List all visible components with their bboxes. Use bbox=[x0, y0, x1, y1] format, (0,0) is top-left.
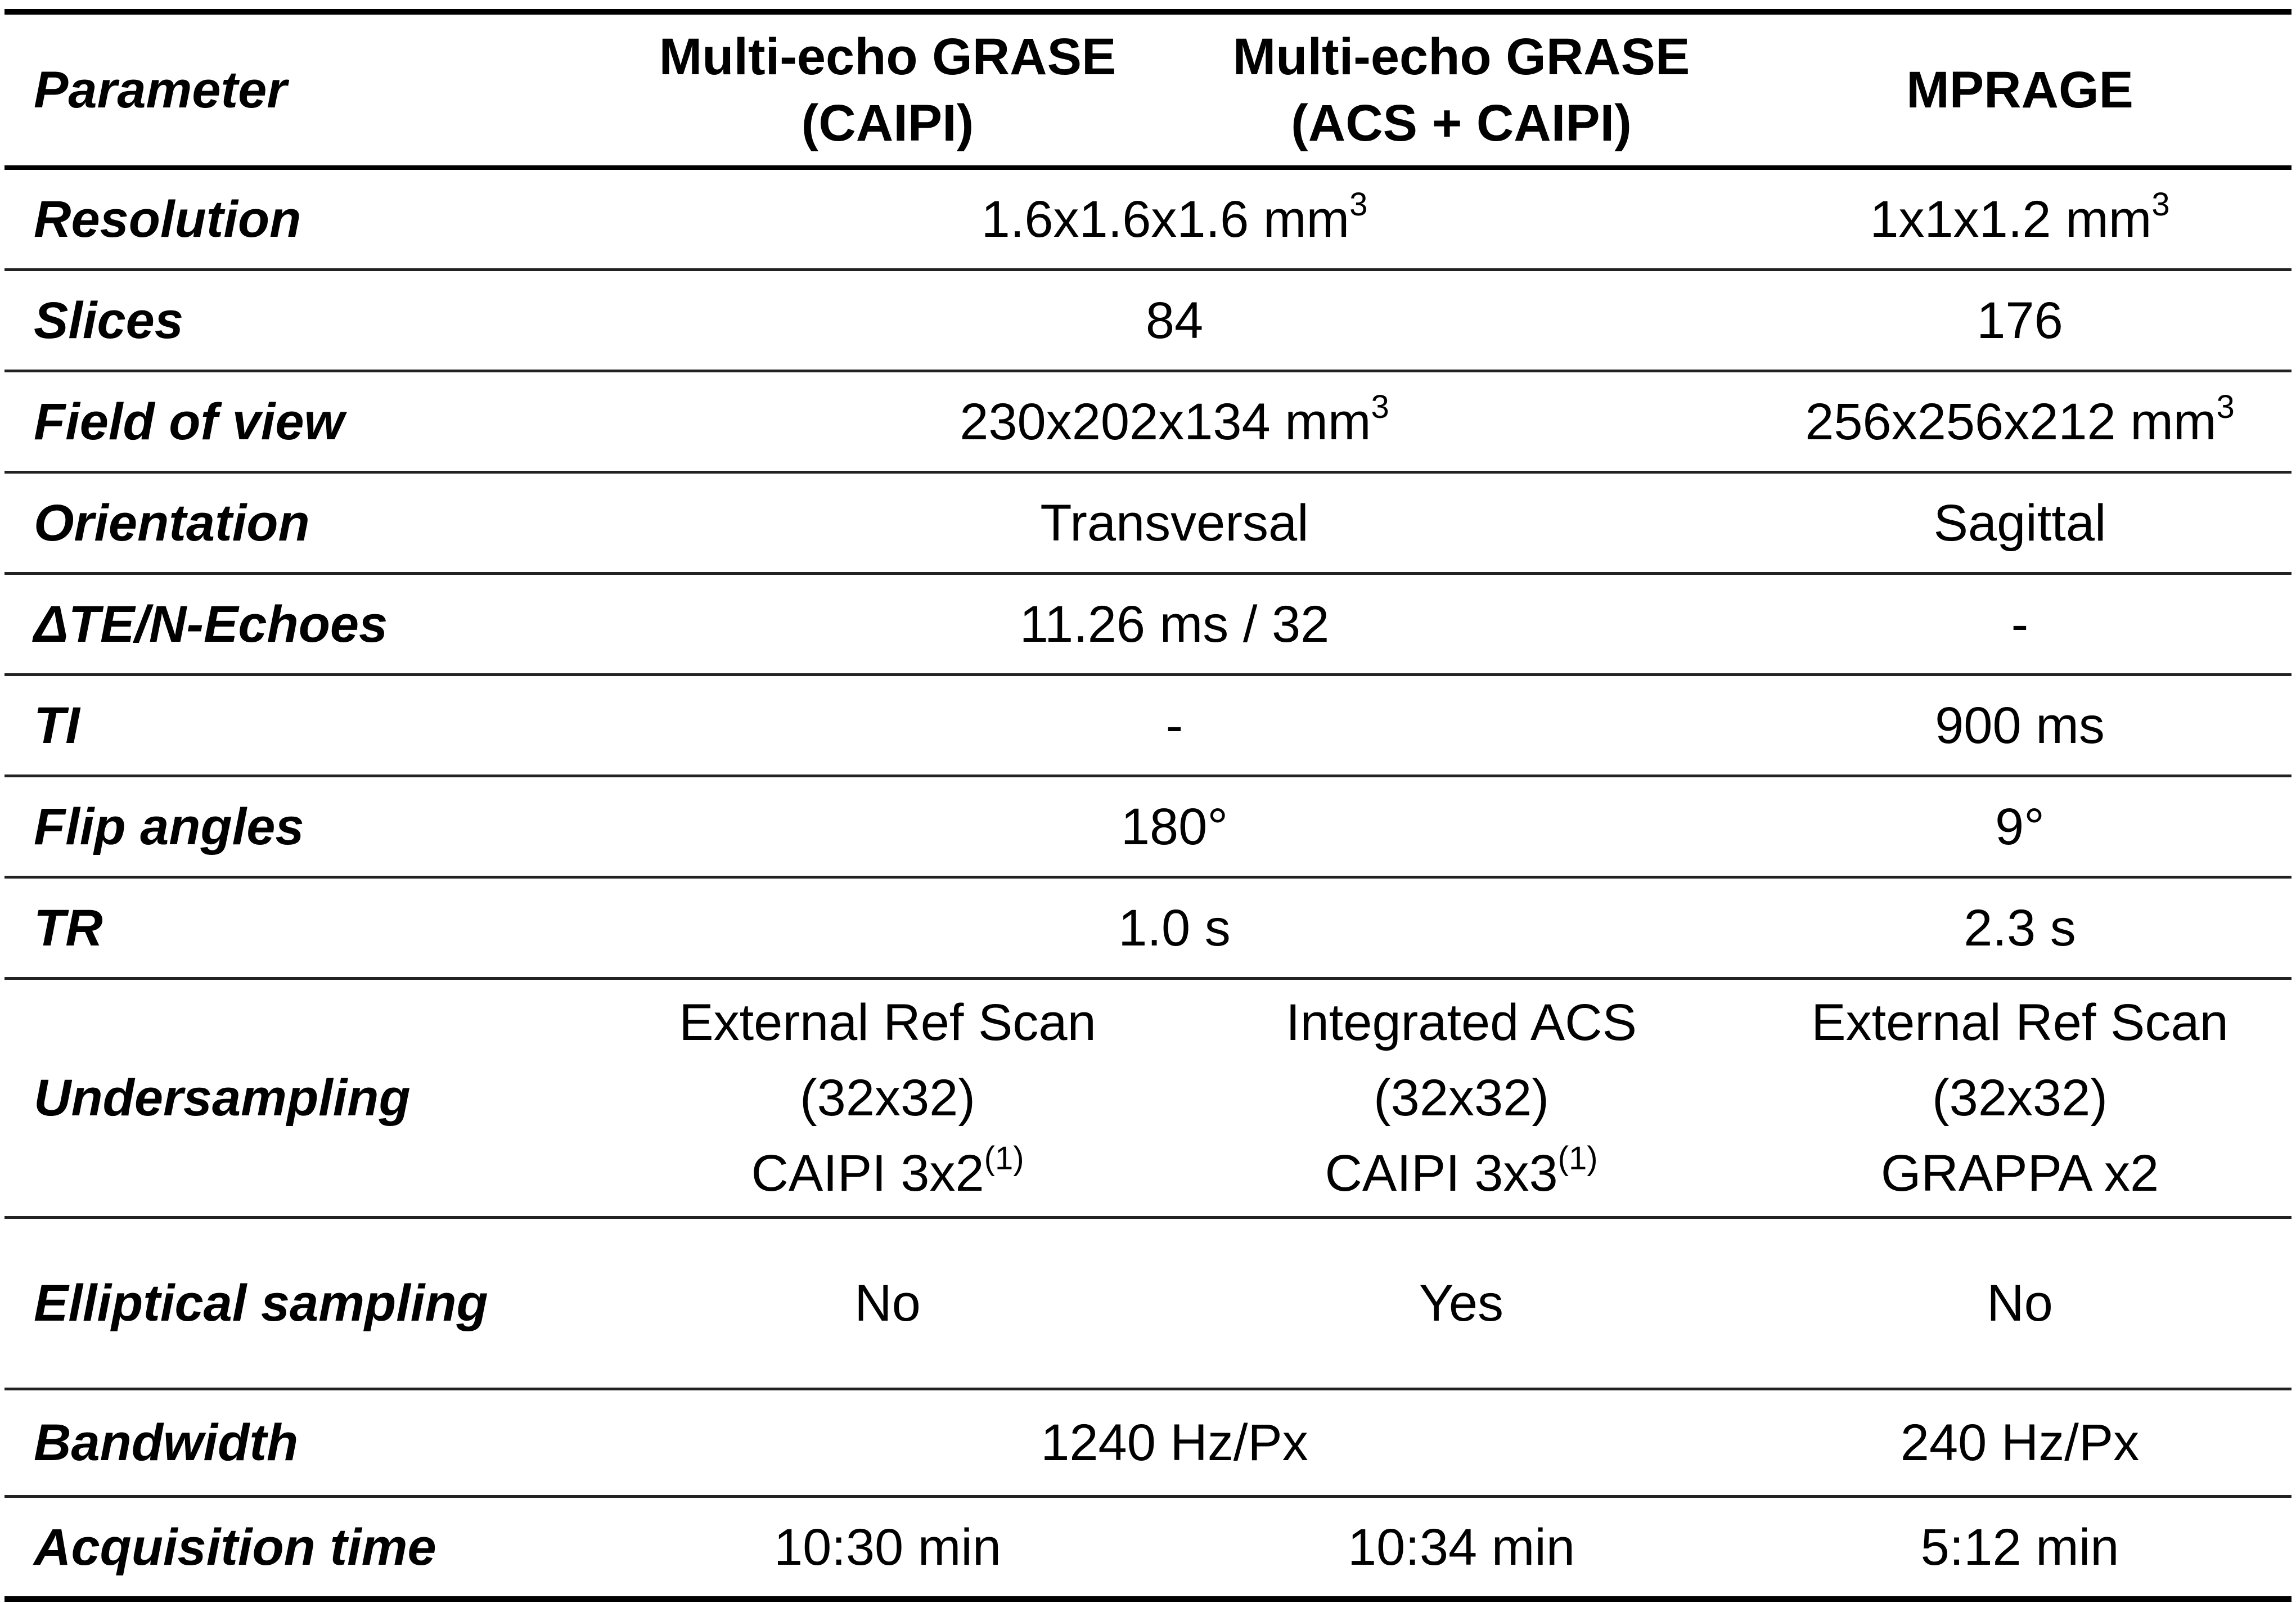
row-label: ΔTE/N-Echoes bbox=[4, 574, 601, 675]
undersampling-c1-line3-wrap bbox=[601, 1136, 1174, 1211]
table-row-flip-angles bbox=[4, 776, 2292, 877]
row-label: Resolution bbox=[4, 168, 601, 270]
table-row-bandwidth bbox=[4, 1389, 2292, 1497]
undersampling-c3-line3: GRAPPA x2 bbox=[1880, 1145, 2159, 1202]
tr-mprage-value: 2.3 s bbox=[1748, 877, 2292, 979]
undersampling-c2-line3-wrap bbox=[1174, 1136, 1748, 1211]
elliptical-c1-value: No bbox=[601, 1218, 1174, 1389]
undersampling-grase-caipi-cell bbox=[601, 979, 1174, 1218]
row-label: Orientation bbox=[4, 472, 601, 574]
undersampling-c1-footnote: (1) bbox=[984, 1140, 1024, 1177]
ti-grase-value: - bbox=[601, 675, 1748, 776]
table-row-elliptical-sampling bbox=[4, 1218, 2292, 1389]
undersampling-c3-line1: External Ref Scan bbox=[1811, 994, 2229, 1051]
elliptical-c3-value: No bbox=[1748, 1218, 2292, 1389]
tr-grase-value: 1.0 s bbox=[601, 877, 1748, 979]
undersampling-c1-line1: External Ref Scan bbox=[679, 994, 1096, 1051]
fov-grase-superscript: 3 bbox=[1371, 388, 1389, 425]
fov-mprage-value: 256x256x212 mm bbox=[1805, 393, 2217, 451]
row-label: Slices bbox=[4, 270, 601, 371]
undersampling-grase-acs-cell bbox=[1174, 979, 1748, 1218]
undersampling-mprage-cell bbox=[1748, 979, 2292, 1218]
resolution-grase-superscript: 3 bbox=[1349, 186, 1368, 223]
row-label: Flip angles bbox=[4, 776, 601, 877]
table-row-acquisition-time bbox=[4, 1497, 2292, 1600]
table-row-te-echoes bbox=[4, 574, 2292, 675]
undersampling-c1-line3: CAIPI 3x2 bbox=[751, 1145, 984, 1202]
undersampling-c2-footnote: (1) bbox=[1557, 1140, 1598, 1177]
row-label: Elliptical sampling bbox=[4, 1218, 601, 1389]
undersampling-c1-line2: (32x32) bbox=[800, 1069, 975, 1127]
slices-grase-value: 84 bbox=[601, 270, 1748, 371]
parameter-table-container bbox=[4, 9, 2292, 1602]
header-grase-caipi bbox=[601, 12, 1174, 168]
table-row-field-of-view bbox=[4, 371, 2292, 472]
undersampling-c2-line1: Integrated ACS bbox=[1286, 994, 1637, 1051]
fov-grase-cell bbox=[601, 371, 1748, 472]
fov-mprage-superscript: 3 bbox=[2216, 388, 2235, 425]
header-mprage: MPRAGE bbox=[1748, 12, 2292, 168]
acq-time-c2-value: 10:34 min bbox=[1174, 1497, 1748, 1600]
resolution-mprage-cell bbox=[1748, 168, 2292, 270]
resolution-mprage-value: 1x1x1.2 mm bbox=[1870, 190, 2152, 248]
resolution-grase-cell bbox=[601, 168, 1748, 270]
header-grase-caipi-line1: Multi-echo GRASE bbox=[659, 28, 1117, 85]
row-label: Field of view bbox=[4, 371, 601, 472]
undersampling-c2-line2: (32x32) bbox=[1374, 1069, 1549, 1127]
parameter-table bbox=[4, 9, 2292, 1602]
flip-mprage-value: 9° bbox=[1748, 776, 2292, 877]
header-grase-acs-caipi-line1: Multi-echo GRASE bbox=[1232, 28, 1690, 85]
row-label: TR bbox=[4, 877, 601, 979]
acq-time-c3-value: 5:12 min bbox=[1748, 1497, 2292, 1600]
row-label: Bandwidth bbox=[4, 1389, 601, 1497]
orientation-grase-value: Transversal bbox=[601, 472, 1748, 574]
table-row-tr bbox=[4, 877, 2292, 979]
te-grase-value: 11.26 ms / 32 bbox=[601, 574, 1748, 675]
flip-grase-value: 180° bbox=[601, 776, 1748, 877]
orientation-mprage-value: Sagittal bbox=[1748, 472, 2292, 574]
bandwidth-mprage-value: 240 Hz/Px bbox=[1748, 1389, 2292, 1497]
row-label: Undersampling bbox=[4, 979, 601, 1218]
table-row-slices bbox=[4, 270, 2292, 371]
undersampling-c3-line2: (32x32) bbox=[1932, 1069, 2108, 1127]
table-row-orientation bbox=[4, 472, 2292, 574]
acq-time-c1-value: 10:30 min bbox=[601, 1497, 1174, 1600]
header-parameter: Parameter bbox=[4, 12, 601, 168]
row-label: Acquisition time bbox=[4, 1497, 601, 1600]
elliptical-c2-value: Yes bbox=[1174, 1218, 1748, 1389]
bandwidth-grase-value: 1240 Hz/Px bbox=[601, 1389, 1748, 1497]
header-grase-acs-caipi-line2: (ACS + CAIPI) bbox=[1291, 94, 1632, 152]
row-label: TI bbox=[4, 675, 601, 776]
fov-grase-value: 230x202x134 mm bbox=[960, 393, 1371, 451]
resolution-mprage-superscript: 3 bbox=[2151, 186, 2170, 223]
te-mprage-value: - bbox=[1748, 574, 2292, 675]
header-grase-acs-caipi bbox=[1174, 12, 1748, 168]
undersampling-c2-line3: CAIPI 3x3 bbox=[1325, 1145, 1558, 1202]
header-grase-caipi-line2: (CAIPI) bbox=[801, 94, 974, 152]
table-row-undersampling bbox=[4, 979, 2292, 1218]
resolution-grase-value: 1.6x1.6x1.6 mm bbox=[981, 190, 1350, 248]
fov-mprage-cell bbox=[1748, 371, 2292, 472]
slices-mprage-value: 176 bbox=[1748, 270, 2292, 371]
table-row-resolution bbox=[4, 168, 2292, 270]
table-header-row bbox=[4, 12, 2292, 168]
table-row-ti bbox=[4, 675, 2292, 776]
ti-mprage-value: 900 ms bbox=[1748, 675, 2292, 776]
